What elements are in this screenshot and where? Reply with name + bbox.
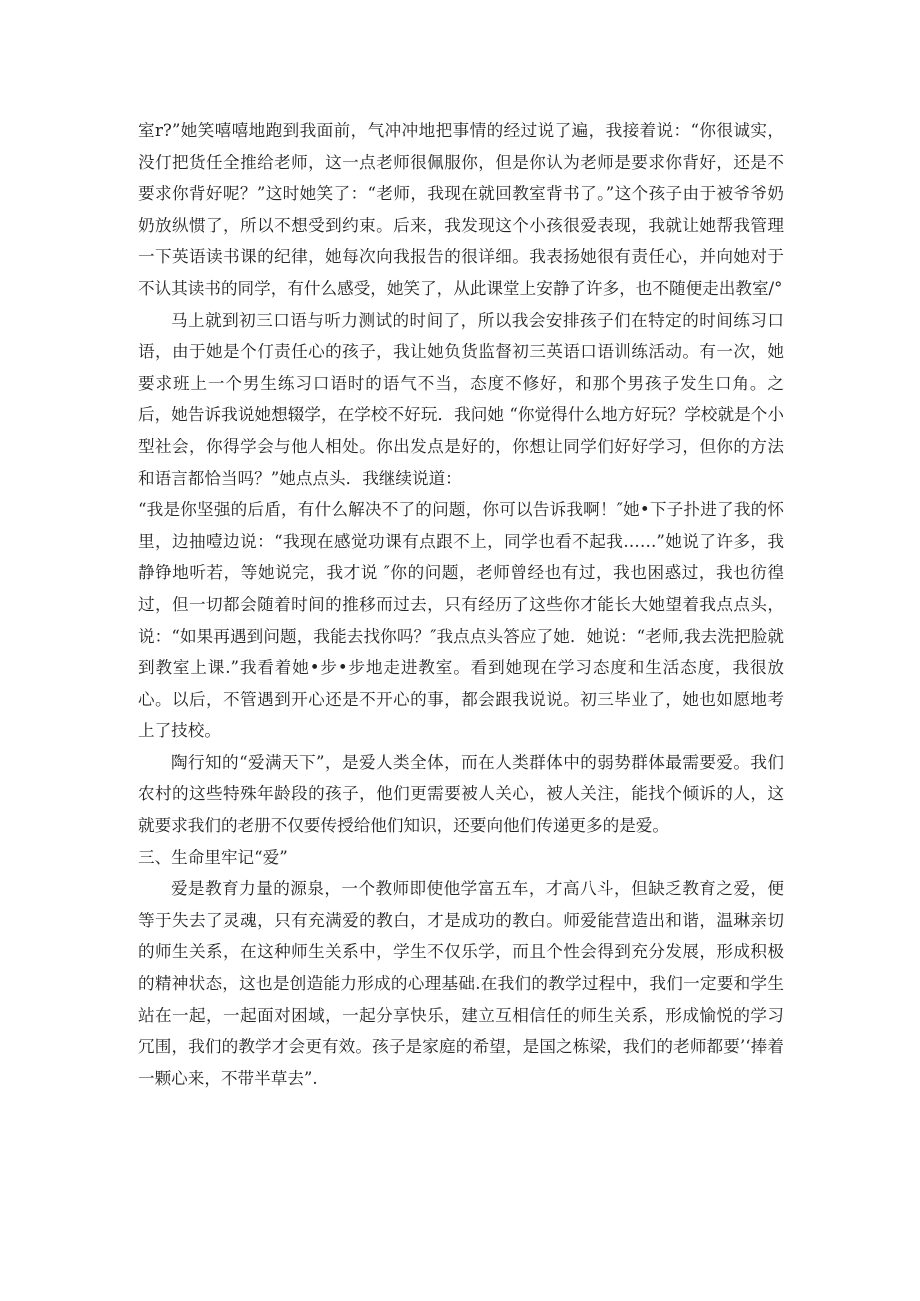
paragraph-3: “我是你坚强的后盾，有什么解决不了的问题，你可以告诉我啊！″她•下子扑进了我的怀里，边抽噎边说：“我现在感觉功课有点跟不上，同学也看不起我……”她说了许多，我静铮地听若，等她说完，我才说 ″你的问题，老师曾经也有过，我也困惑过，我也彷徨过，但一切都会随着时间的推移而过去，只有经历了这些你才能长大她望着我点点头，说：“如果再遇到问题，我能去找你吗？″我点点头答应了她．她说：“老师,我去洗把脸就到教室上课.”我看着她•步•步地走进教室。看到她现在学习态度和生活态度，我很放心。以后，不管遇到开心还是不开心的事，都会跟我说说。初三毕业了，她也如愿地考上了技校。 (138, 500, 784, 741)
section-heading: 三、生命里牢记“爱” (138, 847, 288, 867)
paragraph-5: 爱是教育力量的源泉，一个教师即使他学富五车，才高八斗，但缺乏教育之爱，便等于失去了灵魂，只有充满爱的教白，才是成功的教白。师爱能营造出和谐，温琳亲切的师生关系，在这种师生关系中，学生不仅乐学，而且个性会得到充分发展，形成积极的精神状态，这也是创造能力形成的心理基础.在我们的教学过程中，我们一定要和学生站在一起，一起面对困域，一起分享快乐，建立互相信任的师生关系，形成愉悦的学习冗围，我们的教学才会更有效。孩子是家庭的希望，是国之栋梁，我们的老师都要’‘捧着一颗心来，不带半草去”. (138, 879, 784, 1088)
document-page (138, 115, 784, 1094)
paragraph-4: 陶行知的“爱满天下”，是爱人类全体，而在人类群体中的弱势群体最需要爱。我们农村的这些特殊年龄段的孩子，他们更需要被人关心，被人关注，能找个倾诉的人，这就要求我们的老册不仅要传授给他们知识，还要向他们传递更多的是爱。 (138, 752, 784, 836)
paragraph-2: 马上就到初三口语与听力测试的时间了，所以我会安排孩子们在特定的时间练习口语，由于她是个仃责任心的孩子，我让她负货监督初三英语口语训练活动。有一次，她要求班上一个男生练习口语时的语气不当，态度不修好，和那个男孩子发生口角。之后，她告诉我说她想辍学，在学校不好玩．我问她 “你觉得什么地方好玩？学校就是个小型社会，你得学会与他人相处。你出发点是好的，你想让同学们好好学习，但你的方法和语言都恰当吗？”她点点头．我继续说道： (138, 310, 784, 488)
paragraph-1: 室r?”她笑嘻嘻地跑到我面前，气冲冲地把事情的经过说了遍，我接着说：“你很诚实，没仃把货任全推给老师，这一点老师很佩服你，但是你认为老师是要求你背好，还是不要求你背好呢？”这时她笑了：“老师，我现在就回教室背书了。”这个孩子由于被爷爷奶奶放纵惯了，所以不想受到约束。后来，我发现这个小孩很爱表现，我就让她帮我管理一下英语读书课的纪律，她每次向我报告的很详细。我表扬她很有责任心，并向她对于不认其读书的同学，有什么感受，她笑了，从此课堂上安静了许多，也不随便走出教室/° (138, 121, 784, 298)
